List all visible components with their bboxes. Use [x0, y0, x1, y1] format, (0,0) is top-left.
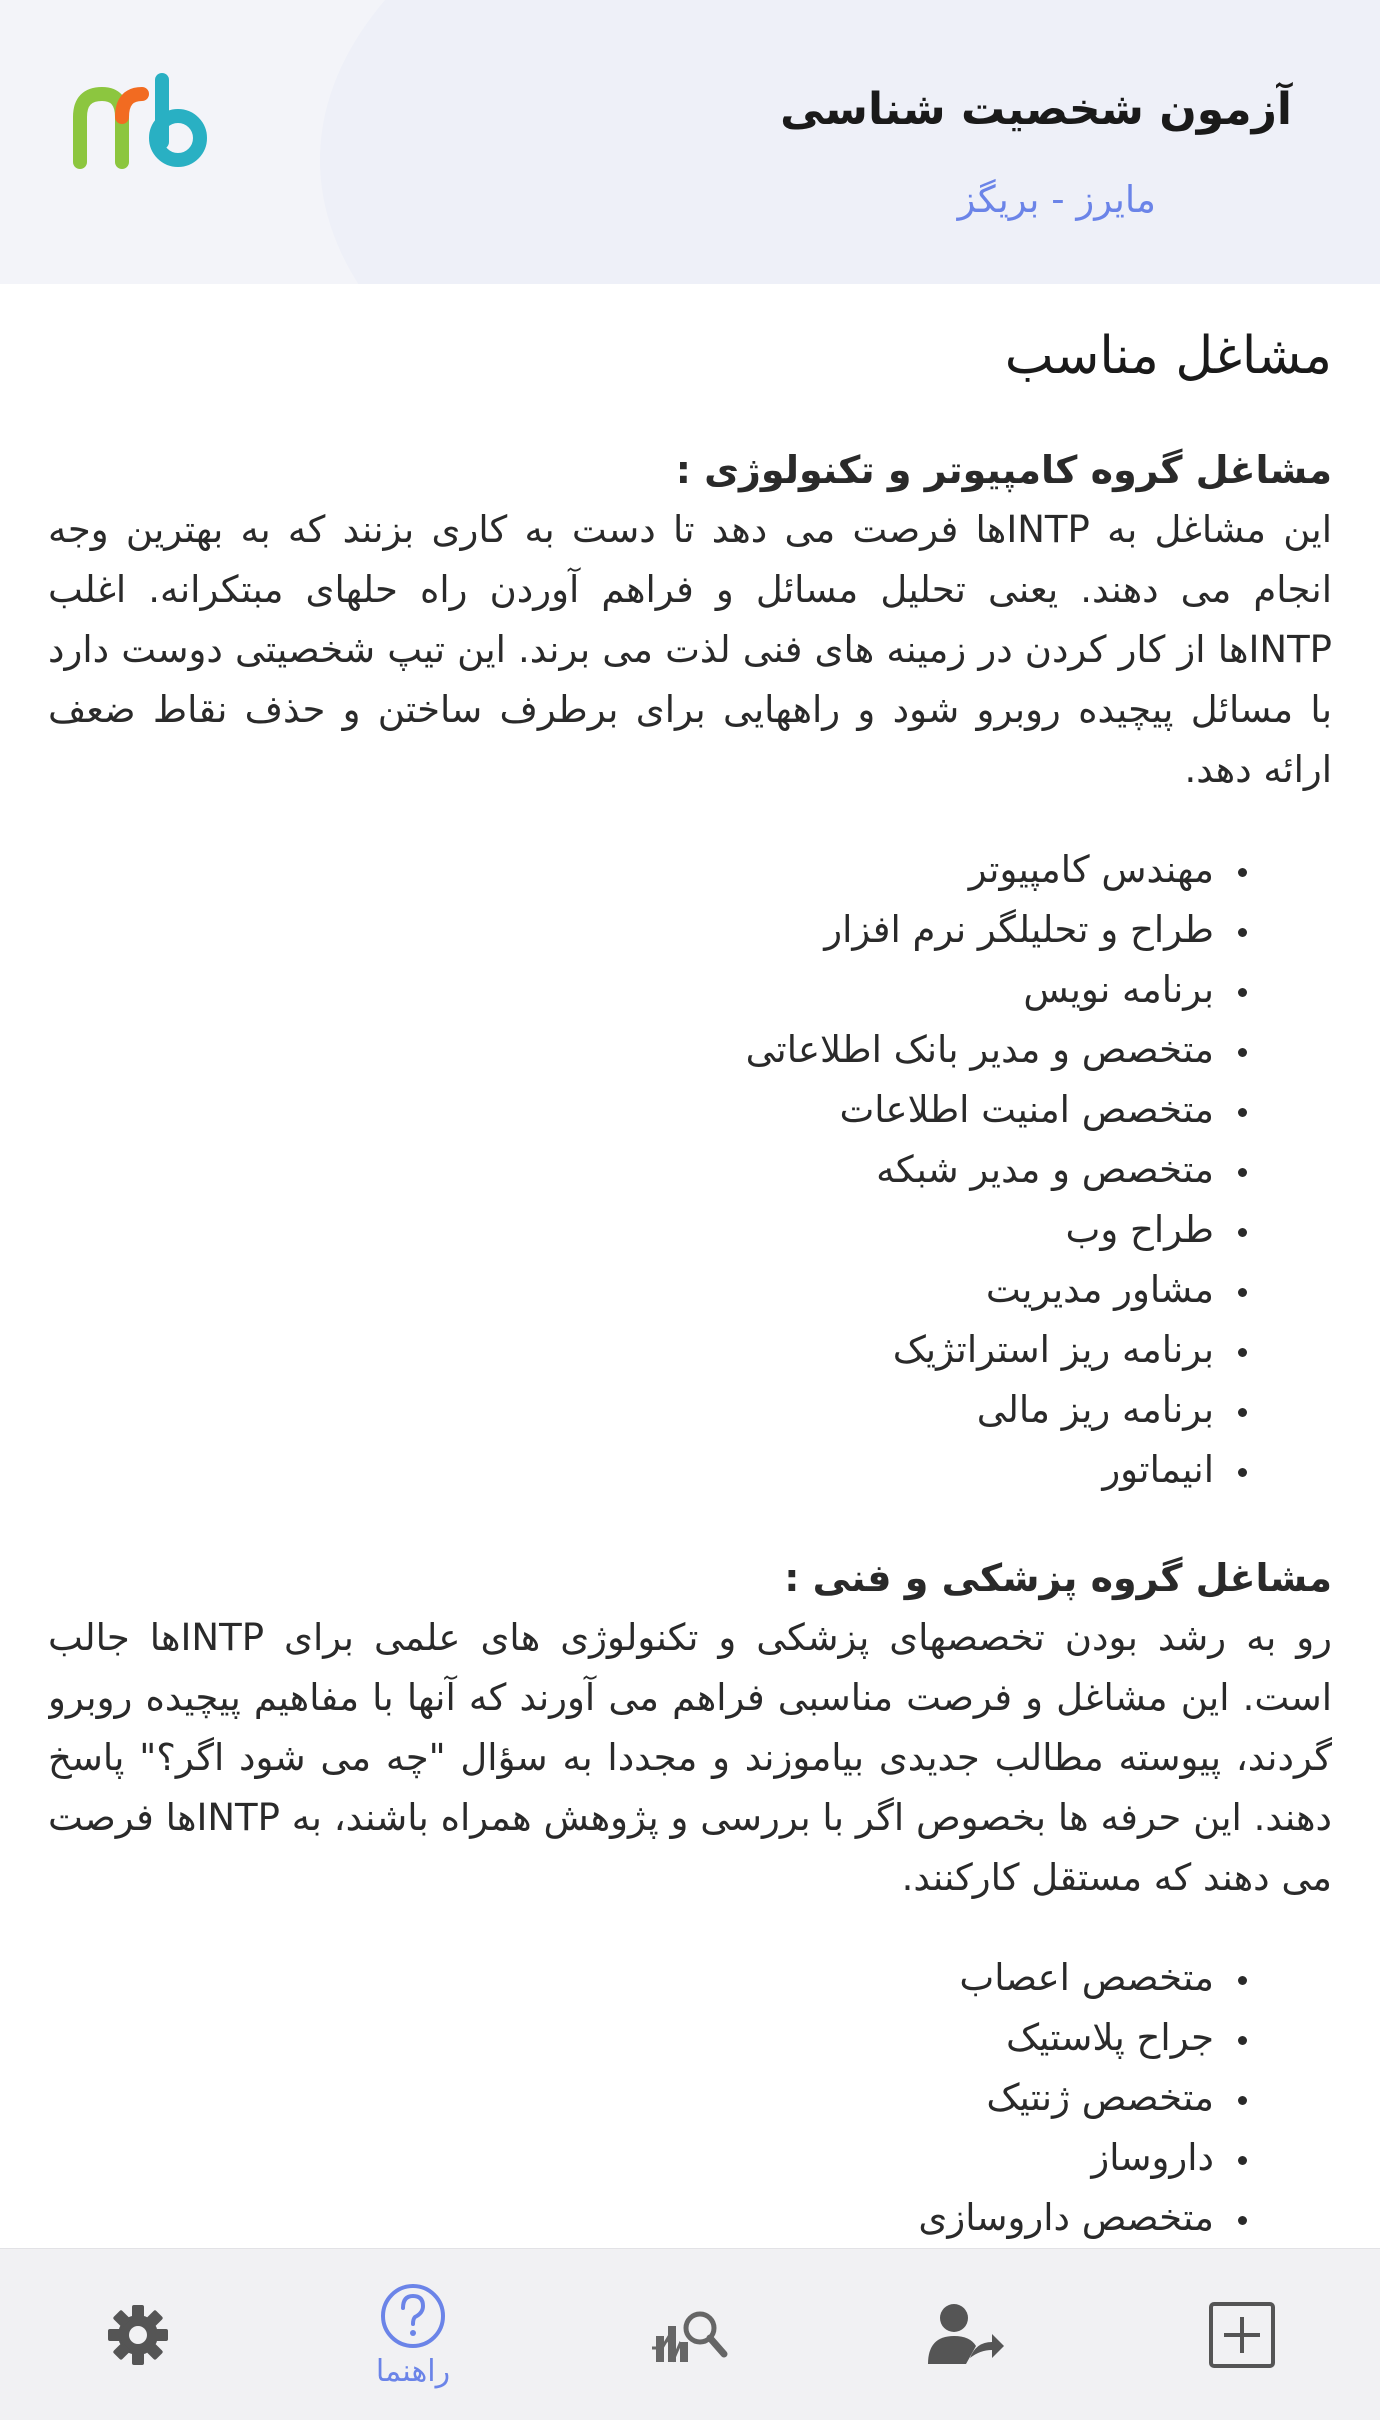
nav-new-test[interactable]: [1162, 2249, 1322, 2420]
header: [0, 0, 1380, 284]
list-item: • داروساز: [48, 2128, 1222, 2188]
list-item: • برنامه ریز استراتژیک: [48, 1320, 1222, 1380]
nav-share[interactable]: [886, 2249, 1046, 2420]
list-item: • متخصص و مدیر شبکه: [48, 1140, 1222, 1200]
content-area[interactable]: [48, 284, 1332, 2248]
list-item: • مهندس کامپیوتر: [48, 840, 1222, 900]
list-item: • طراح و تحلیلگر نرم افزار: [48, 900, 1222, 960]
section-medical-technical: [48, 1548, 1332, 2248]
job-list: [48, 840, 1332, 1500]
bottom-nav: [0, 2248, 1380, 2420]
app-title: آزمون شخصیت شناسی: [780, 84, 1292, 135]
plus-square-icon: [1207, 2300, 1277, 2370]
nav-guide[interactable]: [333, 2249, 493, 2420]
header-background-shape: [320, 0, 1380, 284]
app-subtitle: مایرز - بریگز: [957, 178, 1156, 221]
user-share-icon: [926, 2300, 1006, 2370]
list-item: • طراح وب: [48, 1200, 1222, 1260]
help-circle-icon: [379, 2282, 447, 2350]
job-list: [48, 1948, 1332, 2248]
list-item: • متخصص امنیت اطلاعات: [48, 1080, 1222, 1140]
list-item: • انیماتور: [48, 1440, 1222, 1500]
page-title: مشاغل مناسب: [1004, 326, 1332, 386]
list-item: • برنامه نویس: [48, 960, 1222, 1020]
section-heading: مشاغل گروه کامپیوتر و تکنولوژی :: [675, 448, 1332, 492]
chart-search-icon: [650, 2300, 730, 2370]
section-text: رو به رشد بودن تخصصهای پزشکی و تکنولوژی های علمی برای INTPها جالب است. این مشاغل و فرصت مناسبی فراهم می آورند که آنها با مفاهیم پیچیده روبرو گردند، پیوسته مطالب جدیدی بیاموزند و مجددا به سؤال "چه می شود اگر؟" پاسخ دهند. این حرفه ها بخصوص اگر با بررسی و پژوهش همراه باشند، به INTPها فرصت می دهند که مستقل کارکنند.: [48, 1616, 1332, 1899]
list-item: • متخصص ژنتیک: [48, 2068, 1222, 2128]
list-item: • متخصص داروسازی: [48, 2188, 1222, 2248]
list-item: • جراح پلاستیک: [48, 2008, 1222, 2068]
nav-settings[interactable]: [58, 2249, 218, 2420]
list-item: • برنامه ریز مالی: [48, 1380, 1222, 1440]
nav-analysis[interactable]: [610, 2249, 770, 2420]
gear-icon: [105, 2302, 171, 2368]
nav-guide-label: راهنما: [375, 2353, 451, 2389]
mb-logo: [70, 72, 210, 182]
list-item: • متخصص و مدیر بانک اطلاعاتی: [48, 1020, 1222, 1080]
list-item: • مشاور مدیریت: [48, 1260, 1222, 1320]
list-item: • متخصص اعصاب: [48, 1948, 1222, 2008]
section-text: این مشاغل به INTPها فرصت می دهد تا دست به کاری بزنند که به بهترین وجه انجام می دهند. یعنی تحلیل مسائل و فراهم آوردن راه حلهای مبتکرانه. اغلب INTPها از کار کردن در زمینه های فنی لذت می برند. این تیپ شخصیتی دوست دارد با مسائل پیچیده روبرو شود و راههایی برای برطرف ساختن و حذف نقاط ضعف ارائه دهد.: [48, 508, 1332, 791]
section-heading: مشاغل گروه پزشکی و فنی :: [784, 1556, 1332, 1600]
section-computer-technology: [48, 440, 1332, 1500]
